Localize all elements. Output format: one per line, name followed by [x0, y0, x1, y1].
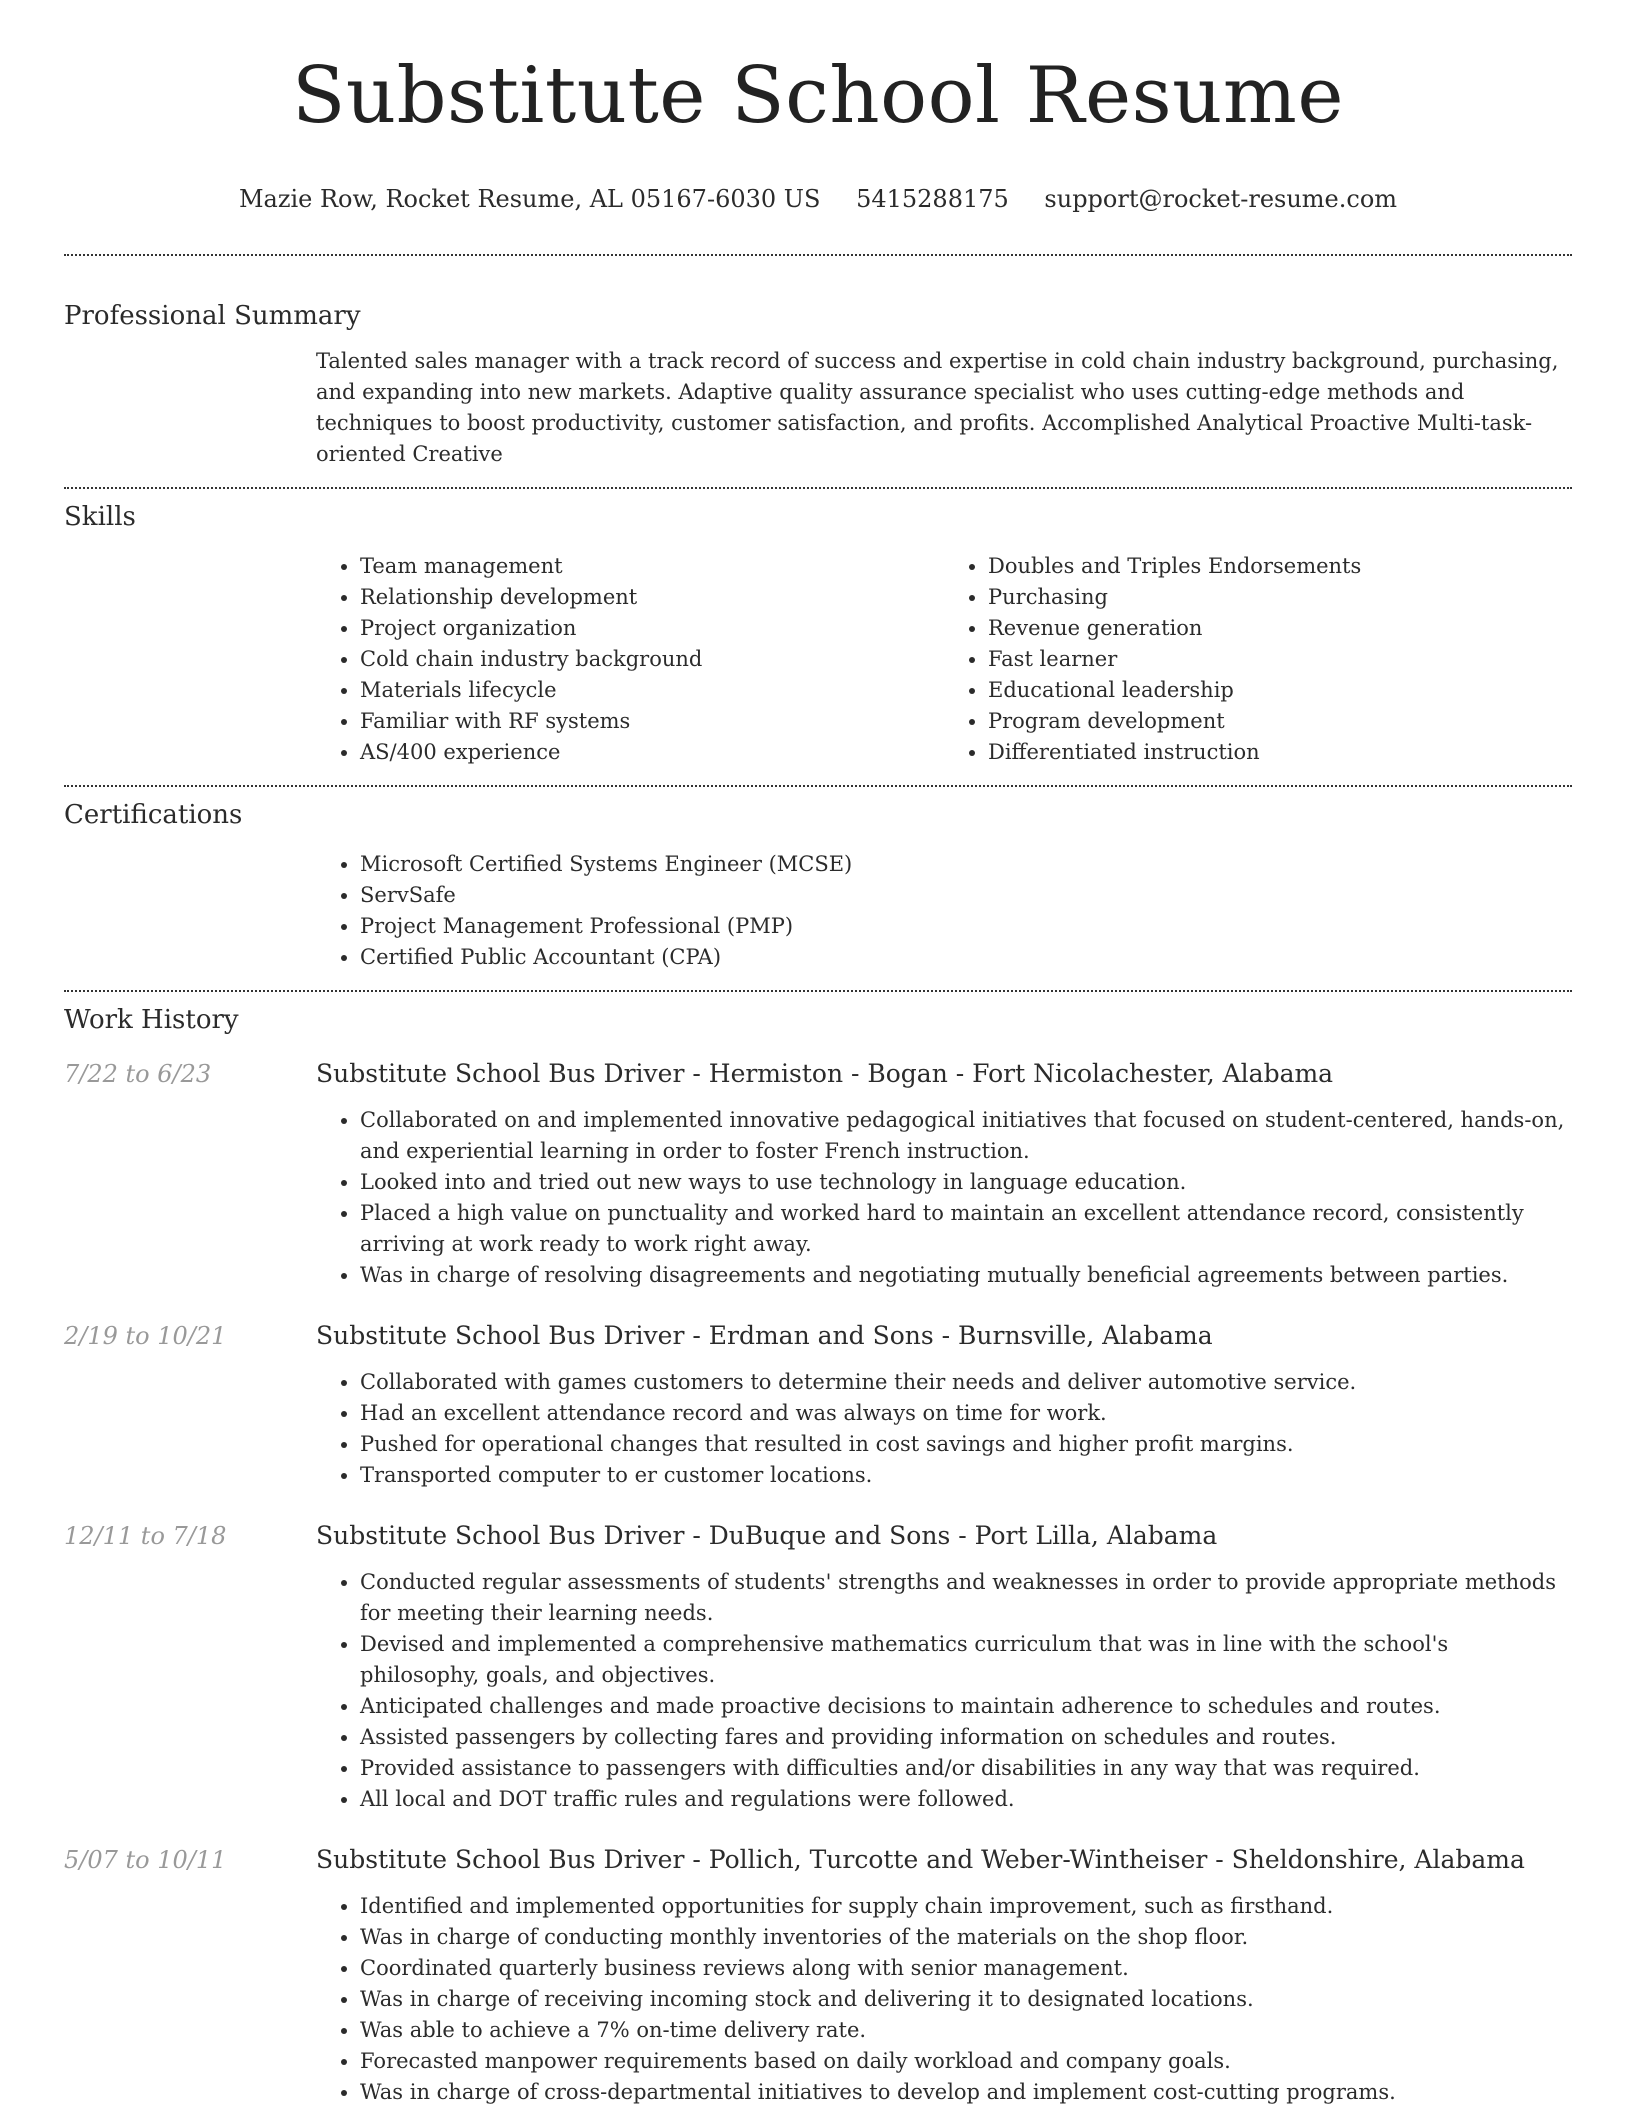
list-item: • Familiar with RF systems	[360, 706, 944, 737]
contact-line	[64, 182, 1572, 216]
skills-grid	[316, 551, 1572, 768]
list-item: • Forecasted manpower requirements based on daily workload and company goals.	[360, 2046, 1572, 2077]
certifications-body	[316, 849, 1572, 973]
list-item: • Microsoft Certified Systems Engineer (MCSE)	[360, 849, 1572, 880]
list-item: • Project organization	[360, 613, 944, 644]
list-item: • Cold chain industry background	[360, 644, 944, 675]
job-title: Substitute School Bus Driver - Pollich, Turcotte and Weber-Wintheiser - Sheldonshire, Alabama	[316, 1845, 1525, 1874]
list-item: • Differentiated instruction	[988, 737, 1572, 768]
contact-phone: 5415288175	[856, 185, 1009, 213]
list-item: • AS/400 experience	[360, 737, 944, 768]
list-item: • ServSafe	[360, 880, 1572, 911]
list-item: • Certified Public Accountant (CPA)	[360, 942, 1572, 973]
skills-list-left	[316, 551, 944, 768]
job-entry	[64, 1842, 1572, 2108]
list-item: • Materials lifecycle	[360, 675, 944, 706]
job-title: Substitute School Bus Driver - Erdman and Sons - Burnsville, Alabama	[316, 1321, 1213, 1350]
job-bullets	[316, 1105, 1572, 1291]
list-item: • Fast learner	[988, 644, 1572, 675]
list-item: • Revenue generation	[988, 613, 1572, 644]
list-item: • Devised and implemented a comprehensive mathematics curriculum that was in line with the school's philosophy, goals, and objectives.	[360, 1629, 1572, 1691]
job-title: Substitute School Bus Driver - Hermiston - Bogan - Fort Nicolachester, Alabama	[316, 1059, 1334, 1088]
list-item: • Looked into and tried out new ways to use technology in language education.	[360, 1167, 1572, 1198]
list-item: • Coordinated quarterly business reviews along with senior management.	[360, 1953, 1572, 1984]
section-title-summary: Professional Summary	[64, 301, 361, 331]
job-entry	[64, 1518, 1572, 1815]
list-item: • Was in charge of cross-departmental initiatives to develop and implement cost-cutting programs.	[360, 2077, 1572, 2108]
list-item: • All local and DOT traffic rules and regulations were followed.	[360, 1784, 1572, 1815]
list-item: • Was in charge of conducting monthly inventories of the materials on the shop floor.	[360, 1922, 1572, 1953]
skills-list-right	[944, 551, 1572, 768]
divider	[64, 990, 1572, 992]
job-entry	[64, 1056, 1572, 1291]
list-item: • Transported computer to er customer locations.	[360, 1460, 1572, 1491]
list-item: • Educational leadership	[988, 675, 1572, 706]
job-entry	[64, 1318, 1572, 1491]
job-bullets	[316, 1567, 1572, 1815]
list-item: • Collaborated with games customers to determine their needs and deliver automotive service.	[360, 1367, 1572, 1398]
summary-body	[316, 346, 1572, 470]
list-item: • Placed a high value on punctuality and worked hard to maintain an excellent attendance record, consistently arriving at work ready to work right away.	[360, 1198, 1572, 1260]
list-item: • Anticipated challenges and made proactive decisions to maintain adherence to schedules and routes.	[360, 1691, 1572, 1722]
list-item: • Had an excellent attendance record and was always on time for work.	[360, 1398, 1572, 1429]
skills-section	[64, 497, 1572, 768]
contact-address: Mazie Row, Rocket Resume, AL 05167-6030 US	[238, 185, 821, 213]
job-dates: 12/11 to 7/18	[64, 1522, 227, 1550]
list-item: • Collaborated on and implemented innovative pedagogical initiatives that focused on student-centered, hands-on, and experiential learning in order to foster French instruction.	[360, 1105, 1572, 1167]
certifications-list	[316, 849, 1572, 973]
job-bullets	[316, 1891, 1572, 2108]
list-item: • Pushed for operational changes that resulted in cost savings and higher profit margins.	[360, 1429, 1572, 1460]
job-dates: 2/19 to 10/21	[64, 1322, 227, 1350]
divider	[64, 785, 1572, 787]
list-item: • Program development	[988, 706, 1572, 737]
professional-summary-section	[64, 296, 1572, 470]
list-item: • Project Management Professional (PMP)	[360, 911, 1572, 942]
list-item: • Purchasing	[988, 582, 1572, 613]
job-dates: 7/22 to 6/23	[64, 1060, 212, 1088]
summary-text: Talented sales manager with a track record of success and expertise in cold chain industry background, purchasing, and expanding into new markets. Adaptive quality assurance specialist who uses cutting-edge methods and techniques to boost productivity, customer satisfaction, and profits. Accomplished Analytical Proactive Multi-task-oriented Creative	[316, 349, 1559, 466]
list-item: • Was in charge of resolving disagreements and negotiating mutually beneficial agreements between parties.	[360, 1260, 1572, 1291]
work-history-section	[64, 1000, 1572, 2108]
contact-email: support@rocket-resume.com	[1044, 185, 1398, 213]
certifications-section	[64, 795, 1572, 973]
list-item: • Was able to achieve a 7% on-time delivery rate.	[360, 2015, 1572, 2046]
list-item: • Team management	[360, 551, 944, 582]
divider	[64, 254, 1572, 256]
list-item: • Provided assistance to passengers with difficulties and/or disabilities in any way that was required.	[360, 1753, 1572, 1784]
list-item: • Conducted regular assessments of students' strengths and weaknesses in order to provide appropriate methods for meeting their learning needs.	[360, 1567, 1572, 1629]
resume-title: Substitute School Resume	[291, 51, 1345, 141]
resume-page	[64, 0, 1572, 2108]
job-title: Substitute School Bus Driver - DuBuque and Sons - Port Lilla, Alabama	[316, 1521, 1218, 1550]
list-item: • Was in charge of receiving incoming stock and delivering it to designated locations.	[360, 1984, 1572, 2015]
list-item: • Identified and implemented opportunities for supply chain improvement, such as firsthand.	[360, 1891, 1572, 1922]
section-title-skills: Skills	[64, 502, 136, 532]
job-bullets	[316, 1367, 1572, 1491]
section-title-work-history: Work History	[64, 1005, 239, 1035]
list-item: • Assisted passengers by collecting fares and providing information on schedules and routes.	[360, 1722, 1572, 1753]
job-dates: 5/07 to 10/11	[64, 1846, 227, 1874]
section-title-certifications: Certifications	[64, 800, 243, 830]
list-item: • Relationship development	[360, 582, 944, 613]
list-item: • Doubles and Triples Endorsements	[988, 551, 1572, 582]
divider	[64, 487, 1572, 489]
